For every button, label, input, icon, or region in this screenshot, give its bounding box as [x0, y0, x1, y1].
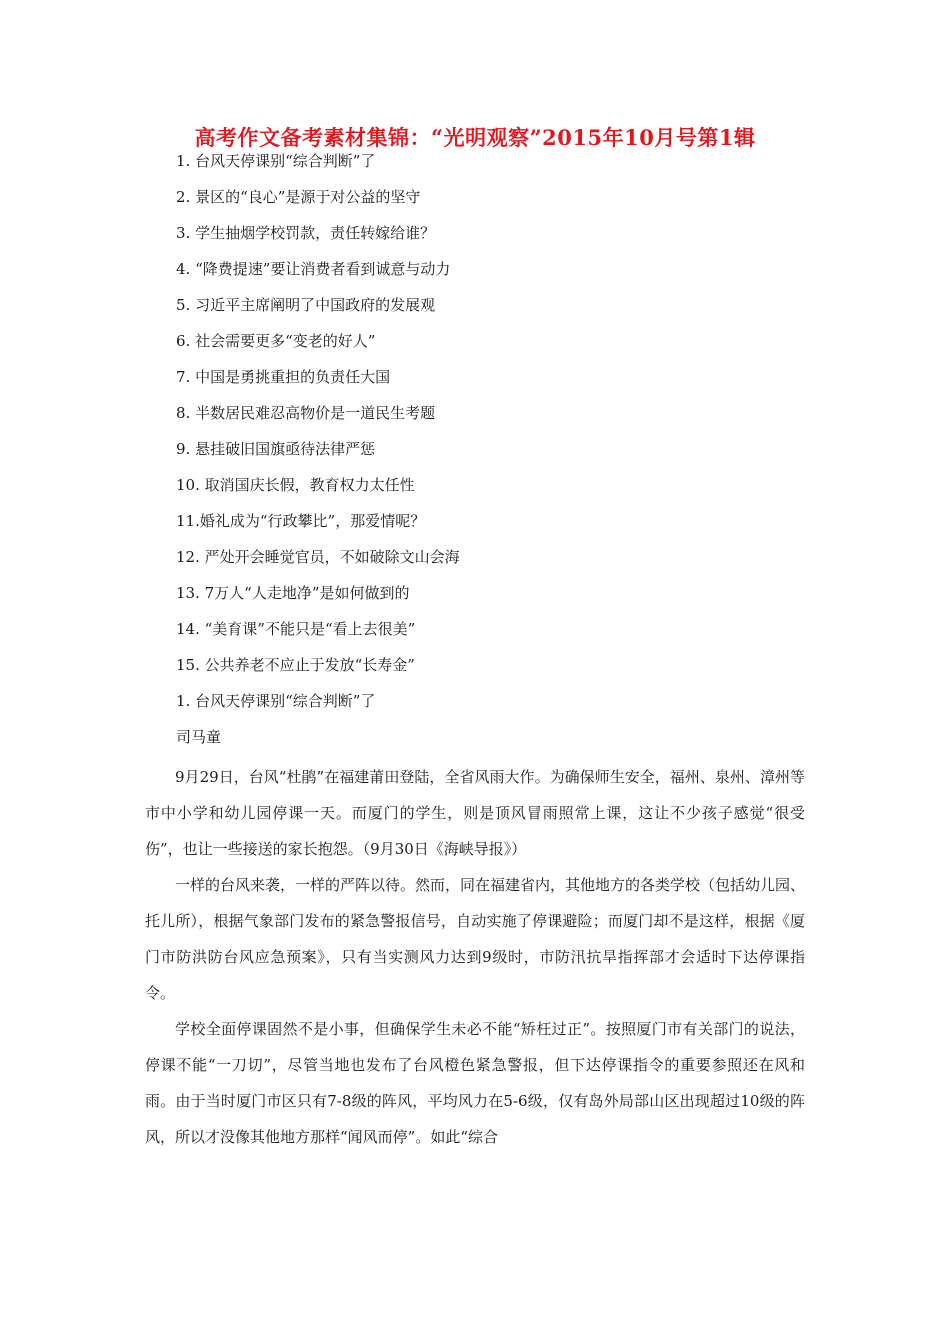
article-body [145, 759, 805, 1155]
toc-item: 6. 社会需要更多“变老的好人” [176, 332, 376, 350]
article-author: 司马童 [176, 728, 222, 746]
toc-item: 9. 悬挂破旧国旗亟待法律严惩 [176, 440, 376, 458]
toc-item: 8. 半数居民难忍高物价是一道民生考题 [176, 404, 436, 422]
toc-item: 1. 台风天停课别“综合判断”了 [176, 152, 376, 170]
table-of-contents [176, 147, 460, 687]
toc-item: 7. 中国是勇挑重担的负责任大国 [176, 368, 391, 386]
article-paragraph: 学校全面停课固然不是小事，但确保学生未必不能“矫枉过正”。按照厦门市有关部门的说法，停课不能“一刀切”，尽管当地也发布了台风橙色紧急警报，但下达停课指令的重要参照还在风和雨。由于当时厦门市区只有7-8级的阵风，平均风力在5-6级，仅有岛外局部山区出现超过10级的阵风，所以才没像其他地方那样“闻风而停”。如此“综合 [145, 1020, 805, 1146]
article-heading: 1. 台风天停课别“综合判断”了 [176, 692, 376, 710]
toc-item: 13. 7万人“人走地净”是如何做到的 [176, 584, 410, 602]
article-paragraph: 一样的台风来袭，一样的严阵以待。然而，同在福建省内，其他地方的各类学校（包括幼儿园、托儿所），根据气象部门发布的紧急警报信号，自动实施了停课避险；而厦门却不是这样，根据《厦门市防洪防台风应急预案》，只有当实测风力达到9级时，市防汛抗旱指挥部才会适时下达停课指令。 [145, 876, 806, 1002]
toc-item: 12. 严处开会睡觉官员，不如破除文山会海 [176, 548, 460, 566]
document-title: 高考作文备考素材集锦：“光明观察”2015年10月号第1辑 [194, 125, 756, 150]
article-header [176, 687, 375, 759]
toc-item: 14. “美育课”不能只是“看上去很美” [176, 620, 416, 638]
toc-item: 3. 学生抽烟学校罚款，责任转嫁给谁？ [176, 224, 436, 242]
toc-item: 15. 公共养老不应止于发放“长寿金” [176, 656, 415, 674]
article-paragraph: 9月29日，台风“杜鹃”在福建莆田登陆，全省风雨大作。为确保师生安全，福州、泉州、漳州等市中小学和幼儿园停课一天。而厦门的学生，则是顶风冒雨照常上课，这让不少孩子感觉“很受伤”，也让一些接送的家长抱怨。（9月30日《海峡导报》） [145, 768, 805, 858]
toc-item: 5. 习近平主席阐明了中国政府的发展观 [176, 296, 436, 314]
toc-item: 4. “降费提速”要让消费者看到诚意与动力 [176, 260, 451, 278]
toc-item: 10. 取消国庆长假，教育权力太任性 [176, 476, 415, 494]
toc-item: 2. 景区的“良心”是源于对公益的坚守 [176, 188, 421, 206]
toc-item: 11.婚礼成为“行政攀比”，那爱情呢？ [176, 512, 426, 530]
